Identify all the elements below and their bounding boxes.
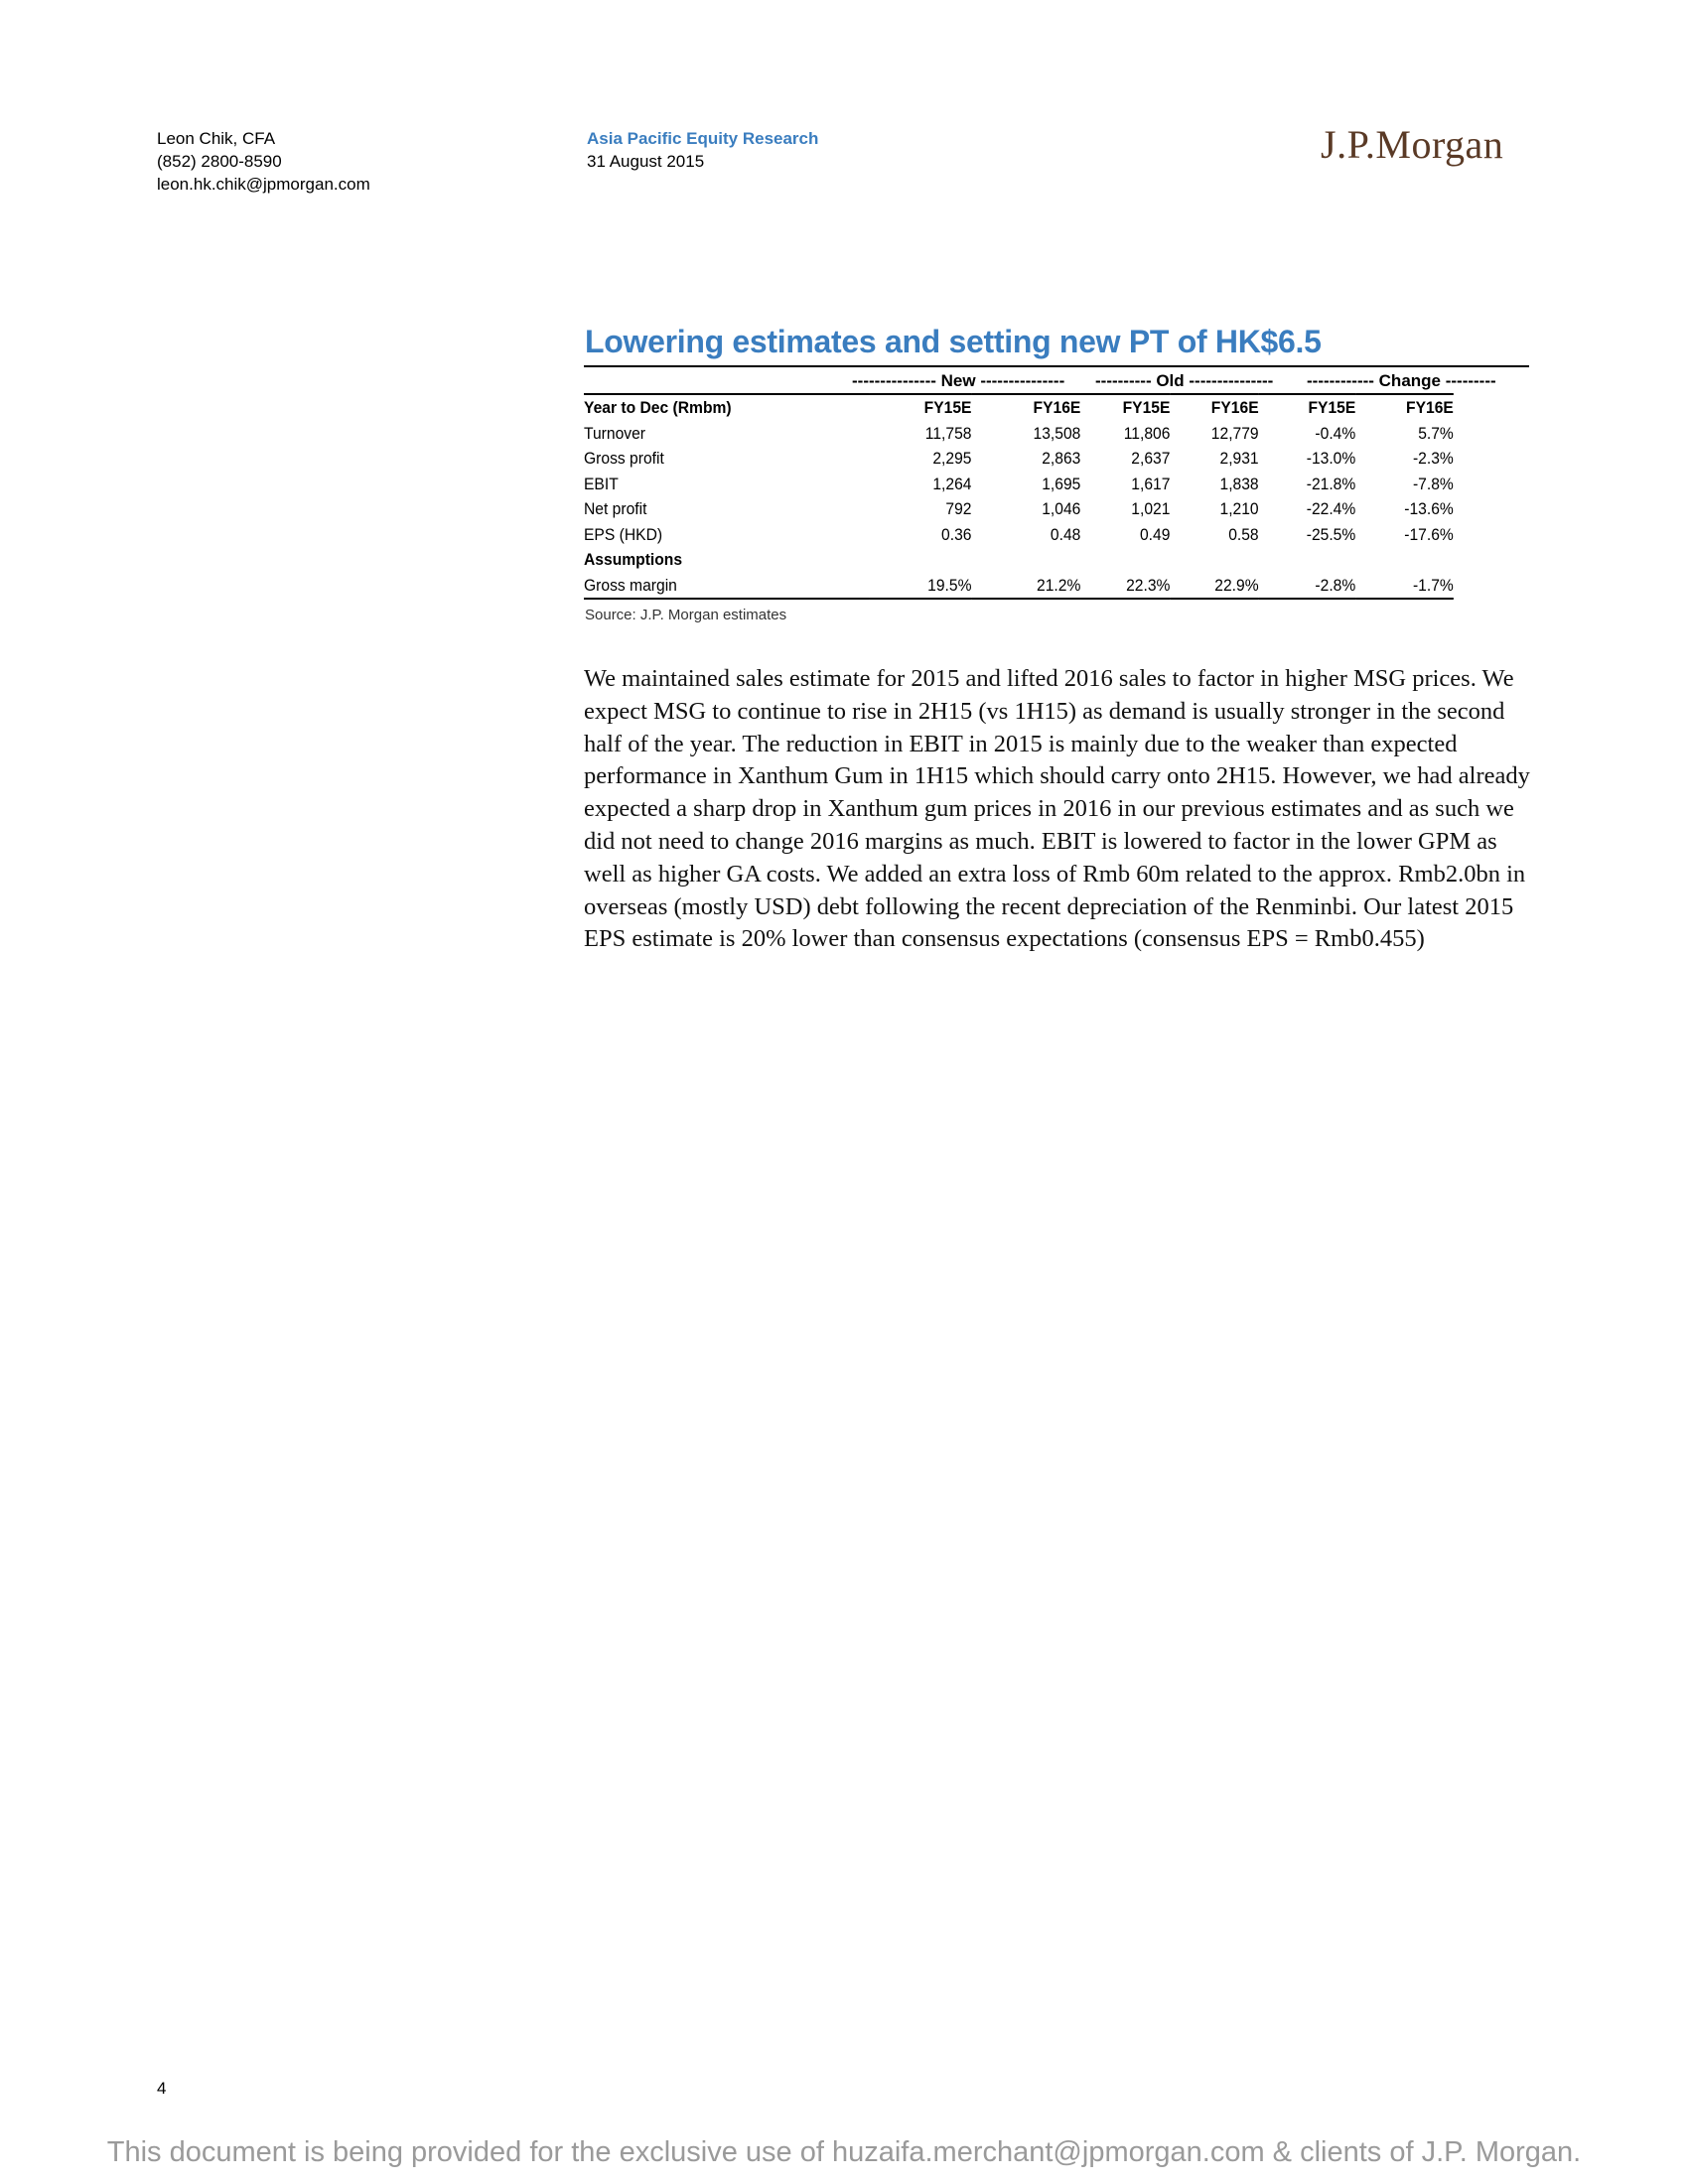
table-cell: -2.3%: [1412, 449, 1454, 468]
author-block: [157, 127, 370, 196]
jpmorgan-logo: J.P.Morgan: [1321, 122, 1504, 167]
row-label: Net profit: [584, 499, 647, 518]
table-cell: 12,779: [1210, 423, 1259, 443]
table-cell: 19.5%: [870, 573, 971, 600]
table-cell: 1,838: [1219, 474, 1259, 493]
group-old: ---------- Old ---------------: [1095, 371, 1274, 390]
table-row: [584, 573, 1454, 600]
table-cell: 2,295: [932, 449, 972, 468]
table-cell: 0.49: [1139, 524, 1171, 544]
row-label: Turnover: [584, 423, 646, 443]
estimates-table: [584, 393, 1454, 600]
table-cell: 1,021: [1131, 499, 1171, 518]
column-header: FY16E: [971, 394, 1080, 421]
row-label: EPS (HKD): [584, 524, 663, 544]
table-row: [584, 421, 1454, 447]
table-cell: -2.8%: [1259, 573, 1356, 600]
table-cell: 1,210: [1219, 499, 1259, 518]
table-cell: -13.0%: [1306, 449, 1356, 468]
table-cell: 13,508: [1033, 423, 1081, 443]
column-header: FY16E: [1355, 394, 1454, 421]
footer-notice: This document is being provided for the exclusive use of huzaifa.merchant@jpmorgan.com & clients of J.P. Morgan.: [106, 2136, 1582, 2168]
table-cell: 0.48: [1050, 524, 1081, 544]
table-cell: 2,931: [1219, 449, 1259, 468]
assumptions-subheader: Assumptions: [584, 550, 683, 569]
table-cell: 792: [945, 499, 972, 518]
row-label: EBIT: [584, 474, 619, 493]
table-row: [584, 496, 1454, 522]
section-title: Lowering estimates and setting new PT of HK$6.5: [585, 324, 1322, 359]
table-cell: 1,046: [1042, 499, 1081, 518]
table-row: [584, 522, 1454, 548]
table-cell: 0.36: [941, 524, 972, 544]
table-cell: -0.4%: [1315, 423, 1356, 443]
table-header-row: [584, 394, 1454, 421]
department-label: Asia Pacific Equity Research: [587, 129, 819, 148]
estimates-table-block: [584, 365, 1529, 600]
table-cell: 1,695: [1042, 474, 1081, 493]
group-new: --------------- New ---------------: [852, 371, 1065, 390]
table-cell: 5.7%: [1418, 423, 1454, 443]
research-block: [587, 127, 818, 173]
author-phone: (852) 2800-8590: [157, 152, 282, 171]
table-cell: 2,863: [1042, 449, 1081, 468]
table-subheader-row: [584, 547, 1454, 573]
column-header: FY15E: [1080, 394, 1170, 421]
table-cell: -1.7%: [1355, 573, 1454, 600]
table-source-note: Source: J.P. Morgan estimates: [585, 607, 787, 623]
body-paragraph: We maintained sales estimate for 2015 and lifted 2016 sales to factor in higher MSG prices. We expect MSG to continue to rise in 2H15 (vs 1H15) as demand is usually stronger in the second half of the year. The reduction in EBIT in 2015 is mainly due to the weaker than expected performance in Xanthum Gum in 1H15 which should carry onto 2H15. However, we had already expected a sharp drop in Xanthum gum prices in 2016 in our previous estimates and as such we did not need to change 2016 margins as much. EBIT is lowered to factor in the lower GPM as well as higher GA costs. We added an extra loss of Rmb 60m related to the approx. Rmb2.0bn in overseas (mostly USD) debt following the recent depreciation of the Renminbi. Our latest 2015 EPS estimate is 20% lower than consensus expectations (consensus EPS = Rmb0.455): [584, 665, 1530, 953]
table-cell: -7.8%: [1412, 474, 1454, 493]
table-cell: -13.6%: [1404, 499, 1454, 518]
table-cell: 0.58: [1228, 524, 1259, 544]
table-cell: 11,806: [1123, 423, 1171, 443]
author-email[interactable]: leon.hk.chik@jpmorgan.com: [157, 175, 370, 194]
table-cell: 22.3%: [1080, 573, 1170, 600]
table-cell: -17.6%: [1404, 524, 1454, 544]
table-row: [584, 472, 1454, 497]
column-header: FY15E: [1259, 394, 1356, 421]
table-cell: 21.2%: [971, 573, 1080, 600]
page-number: 4: [157, 2079, 167, 2098]
column-header: FY16E: [1170, 394, 1258, 421]
group-change: ------------ Change ---------: [1307, 371, 1496, 390]
column-header: FY15E: [870, 394, 971, 421]
table-cell: 2,637: [1131, 449, 1171, 468]
table-cell: -25.5%: [1306, 524, 1356, 544]
row-label: Gross margin: [584, 573, 870, 600]
author-name: Leon Chik, CFA: [157, 129, 276, 148]
column-header: Year to Dec (Rmbm): [584, 394, 870, 421]
table-cell: -22.4%: [1306, 499, 1356, 518]
table-cell: 1,264: [932, 474, 972, 493]
table-cell: 22.9%: [1170, 573, 1258, 600]
row-label: Gross profit: [584, 449, 664, 468]
table-group-header: [584, 367, 1529, 393]
table-cell: 1,617: [1131, 474, 1171, 493]
report-date: 31 August 2015: [587, 152, 705, 171]
table-row: [584, 446, 1454, 472]
table-cell: 11,758: [924, 423, 972, 443]
table-cell: -21.8%: [1306, 474, 1356, 493]
